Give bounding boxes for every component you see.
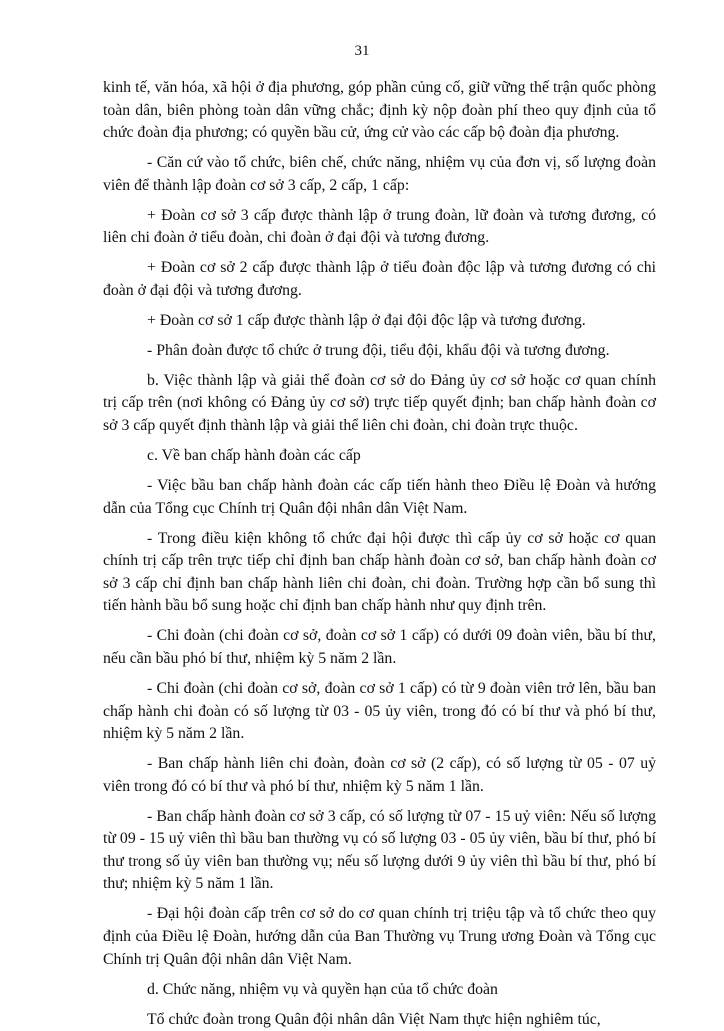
paragraph: kinh tế, văn hóa, xã hội ở địa phương, góp phần củng cố, giữ vững thế trận quốc phòng toàn dân, biên phòng toàn dân vững chắc; định kỳ nộp đoàn phí theo quy định của tổ chức đoàn địa phương; có quyền bầu cử, ứng cử vào các cấp bộ đoàn địa phương. — [103, 79, 656, 142]
paragraph: - Trong điều kiện không tổ chức đại hội được thì cấp ủy cơ sở hoặc cơ quan chính trị cấp trên trực tiếp chỉ định ban chấp hành đoàn cơ sở, ban chấp hành đoàn cơ sở 3 cấp chỉ định ban chấp hành liên chi đoàn, chi đoàn. Trường hợp cần bổ sung thì tiến hành bầu bổ sung hoặc chỉ định ban chấp hành như quy định trên. — [103, 529, 656, 615]
paragraph: - Việc bầu ban chấp hành đoàn các cấp tiến hành theo Điều lệ Đoàn và hướng dẫn của Tổng cục Chính trị Quân đội nhân dân Việt Nam. — [103, 477, 656, 517]
paragraph: - Chi đoàn (chi đoàn cơ sở, đoàn cơ sở 1 cấp) có từ 9 đoàn viên trở lên, bầu ban chấp hành chi đoàn có số lượng từ 03 - 05 ủy viên, trong đó có bí thư và phó bí thư, nhiệm kỳ 5 năm 2 lần. — [103, 679, 656, 743]
paragraph: b. Việc thành lập và giải thể đoàn cơ sở do Đảng ủy cơ sở hoặc cơ quan chính trị cấp trên (nơi không có Đảng ủy cơ sở) trực tiếp quyết định; ban chấp hành đoàn cơ sở 3 cấp quyết định thành lập và giải thể liên chi đoàn, chi đoàn trực thuộc. — [103, 371, 656, 435]
paragraph: - Ban chấp hành liên chi đoàn, đoàn cơ sở (2 cấp), có số lượng từ 05 - 07 uỷ viên trong đó có bí thư và phó bí thư, nhiệm kỳ 5 năm 1 lần. — [103, 755, 656, 795]
paragraph: + Đoàn cơ sở 1 cấp được thành lập ở đại đội độc lập và tương đương. — [147, 311, 586, 329]
paragraph: + Đoàn cơ sở 3 cấp được thành lập ở trung đoàn, lữ đoàn và tương đương, có liên chi đoàn ở tiểu đoàn, chi đoàn ở đại đội và tương đương. — [103, 206, 656, 247]
paragraph: - Đại hội đoàn cấp trên cơ sở do cơ quan chính trị triệu tập và tổ chức theo quy định của Điều lệ Đoàn, hướng dẫn của Ban Thường vụ Trung ương Đoàn và Tổng cục Chính trị Quân đội nhân dân Việt Nam. — [103, 905, 656, 968]
paragraph: + Đoàn cơ sở 2 cấp được thành lập ở tiểu đoàn độc lập và tương đương có chi đoàn ở đại đội và tương đương. — [103, 259, 656, 299]
paragraph: Tổ chức đoàn trong Quân đội nhân dân Việt Nam thực hiện nghiêm túc, — [147, 1010, 601, 1028]
paragraph: - Chi đoàn (chi đoàn cơ sở, đoàn cơ sở 1 cấp) có dưới 09 đoàn viên, bầu bí thư, nếu cần bầu phó bí thư, nhiệm kỳ 5 năm 2 lần. — [103, 627, 656, 667]
paragraph: - Căn cứ vào tổ chức, biên chế, chức năng, nhiệm vụ của đơn vị, số lượng đoàn viên để thành lập đoàn cơ sở 3 cấp, 2 cấp, 1 cấp: — [103, 154, 656, 194]
document-body — [103, 77, 656, 1031]
paragraph: - Ban chấp hành đoàn cơ sở 3 cấp, có số lượng từ 07 - 15 uỷ viên: Nếu số lượng từ 09 - 15 uỷ viên thì bầu ban thường vụ có số lượng 03 - 05 ủy viên, bầu bí thư, phó bí thư trong số ủy viên ban thường vụ; nếu số lượng dưới 9 ủy viên thì bầu bí thư, phó bí thư; nhiệm kỳ 5 năm 1 lần. — [103, 807, 656, 893]
section-heading: d. Chức năng, nhiệm vụ và quyền hạn của tổ chức đoàn — [147, 980, 498, 998]
paragraph: - Phân đoàn được tổ chức ở trung đội, tiểu đội, khẩu đội và tương đương. — [147, 341, 610, 359]
page-number: 31 — [354, 43, 370, 59]
section-heading: c. Về ban chấp hành đoàn các cấp — [147, 447, 361, 465]
